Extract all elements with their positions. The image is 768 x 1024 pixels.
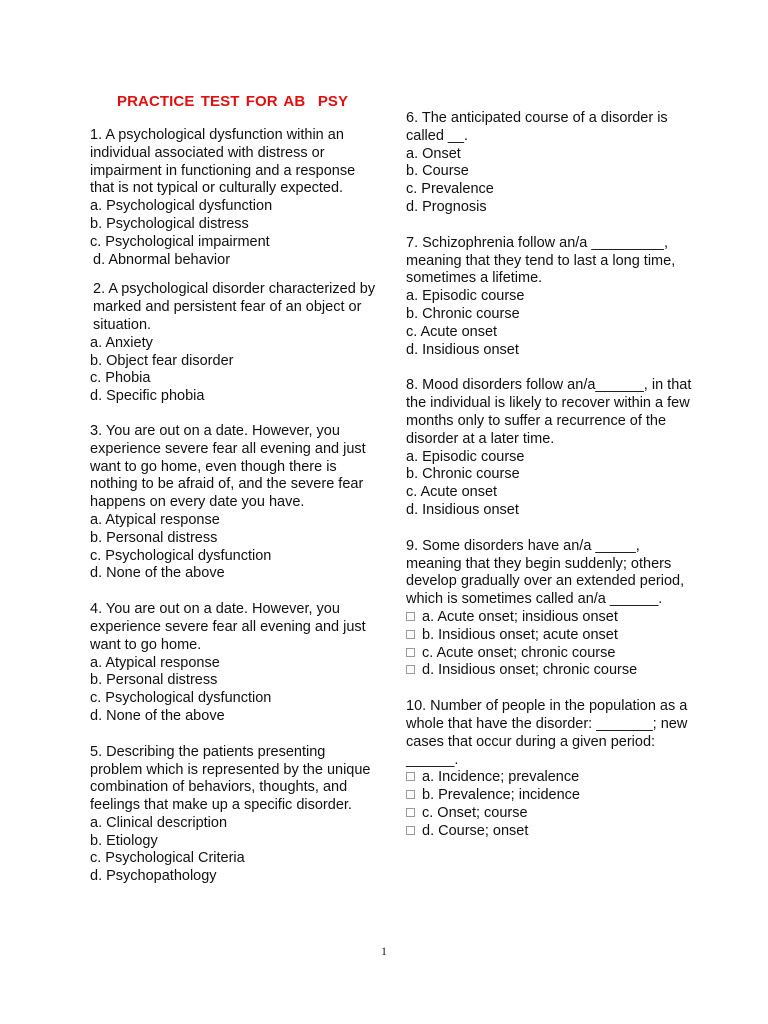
question-text: 3. You are out on a date. However, you experience severe fear all evening and just want to go home, even though there is nothing to be afraid of, and the severe fear happens on every date you have. [90, 422, 366, 511]
question-10 [406, 698, 696, 840]
question-8 [406, 377, 696, 519]
option-c: c. Psychological impairment [90, 233, 270, 250]
question-text: 6. The anticipated course of a disorder is called __. [406, 110, 668, 144]
option-d [406, 823, 696, 841]
option-a: a. Episodic course [406, 448, 525, 465]
option-d: d. Insidious onset [406, 501, 519, 518]
option-label: d. Course; onset [422, 822, 529, 839]
page-title: PRACTICE TEST FOR AB PSY [117, 93, 349, 110]
question-text: 5. Describing the patients presenting problem which is represented by the unique combination of behaviors, thoughts, and feelings that make up a specific disorder. [90, 743, 371, 814]
left-column [90, 127, 380, 886]
option-label: a. Incidence; prevalence [422, 769, 580, 786]
option-b: b. Chronic course [406, 466, 520, 483]
checkbox-icon [406, 665, 415, 674]
checkbox-icon [406, 826, 415, 835]
page-number: 1 [381, 944, 387, 958]
option-b [406, 787, 696, 805]
option-d: d. None of the above [90, 565, 225, 582]
option-label: d. Insidious onset; chronic course [422, 662, 638, 679]
option-label: a. Acute onset; insidious onset [422, 608, 618, 625]
option-c: c. Psychological dysfunction [90, 690, 272, 707]
option-b: b. Psychological distress [90, 215, 249, 232]
checkbox-icon [406, 648, 415, 657]
option-b: b. Etiology [90, 832, 158, 849]
option-label: b. Insidious onset; acute onset [422, 626, 618, 643]
option-a: a. Episodic course [406, 288, 525, 305]
option-b: b. Personal distress [90, 672, 218, 689]
option-label: c. Onset; course [422, 804, 528, 821]
option-d: d. Abnormal behavior [93, 251, 231, 268]
question-7 [406, 235, 696, 360]
question-text: 1. A psychological dysfunction within an individual associated with distress or impairment in functioning and a response that is not typical or culturally expected. [90, 127, 356, 197]
option-b: b. Personal distress [90, 529, 218, 546]
option-d: d. None of the above [90, 707, 225, 724]
option-c: c. Prevalence [406, 181, 494, 198]
checkbox-icon [406, 808, 415, 817]
option-d: d. Psychopathology [90, 868, 217, 885]
option-a: a. Atypical response [90, 511, 220, 528]
right-column [406, 110, 696, 840]
option-a: a. Psychological dysfunction [90, 198, 273, 215]
question-6 [406, 110, 696, 217]
question-text: 8. Mood disorders follow an/a______, in that the individual is likely to recover within a few months only to suffer a recurrence of the disorder at a later time. [406, 377, 692, 447]
question-text: 9. Some disorders have an/a _____, meaning that they begin suddenly; others develop gradually over an extended period, which is sometimes called an/a ______. [406, 537, 685, 608]
checkbox-icon [406, 772, 415, 781]
option-a: a. Atypical response [90, 654, 220, 671]
question-text: 2. A psychological disorder characterized by marked and persistent fear of an object or situation. [93, 281, 376, 333]
question-4 [90, 601, 380, 726]
question-2 [90, 281, 380, 406]
question-3 [90, 423, 380, 583]
option-d: d. Specific phobia [90, 388, 205, 405]
question-9 [406, 538, 696, 680]
question-1 [90, 127, 380, 269]
option-c: c. Phobia [90, 370, 151, 387]
option-a: a. Clinical description [90, 814, 228, 831]
option-d [406, 662, 696, 680]
option-b: b. Object fear disorder [90, 352, 234, 369]
option-b: b. Course [406, 163, 469, 180]
option-c [406, 805, 696, 823]
question-text: 7. Schizophrenia follow an/a _________, meaning that they tend to last a long time, sometimes a lifetime. [406, 234, 676, 287]
option-c: c. Psychological dysfunction [90, 547, 272, 564]
option-c: c. Acute onset [406, 484, 498, 501]
option-d: d. Prognosis [406, 198, 487, 215]
option-b [406, 627, 696, 645]
question-5 [90, 744, 380, 886]
option-c [406, 645, 696, 663]
option-a [406, 609, 696, 627]
checkbox-icon [406, 612, 415, 621]
option-d: d. Insidious onset [406, 341, 519, 358]
option-b: b. Chronic course [406, 305, 520, 322]
question-text: 4. You are out on a date. However, you experience severe fear all evening and just want to go home. [90, 601, 366, 653]
question-text: 10. Number of people in the population as a whole that have the disorder: _______; new cases that occur during a given period: ______. [406, 698, 688, 768]
checkbox-icon [406, 790, 415, 799]
option-a [406, 769, 696, 787]
option-label: b. Prevalence; incidence [422, 787, 580, 804]
option-a: a. Anxiety [90, 334, 153, 351]
option-c: c. Acute onset [406, 323, 498, 340]
option-a: a. Onset [406, 145, 461, 162]
option-label: c. Acute onset; chronic course [422, 644, 616, 661]
checkbox-icon [406, 630, 415, 639]
option-c: c. Psychological Criteria [90, 850, 245, 867]
